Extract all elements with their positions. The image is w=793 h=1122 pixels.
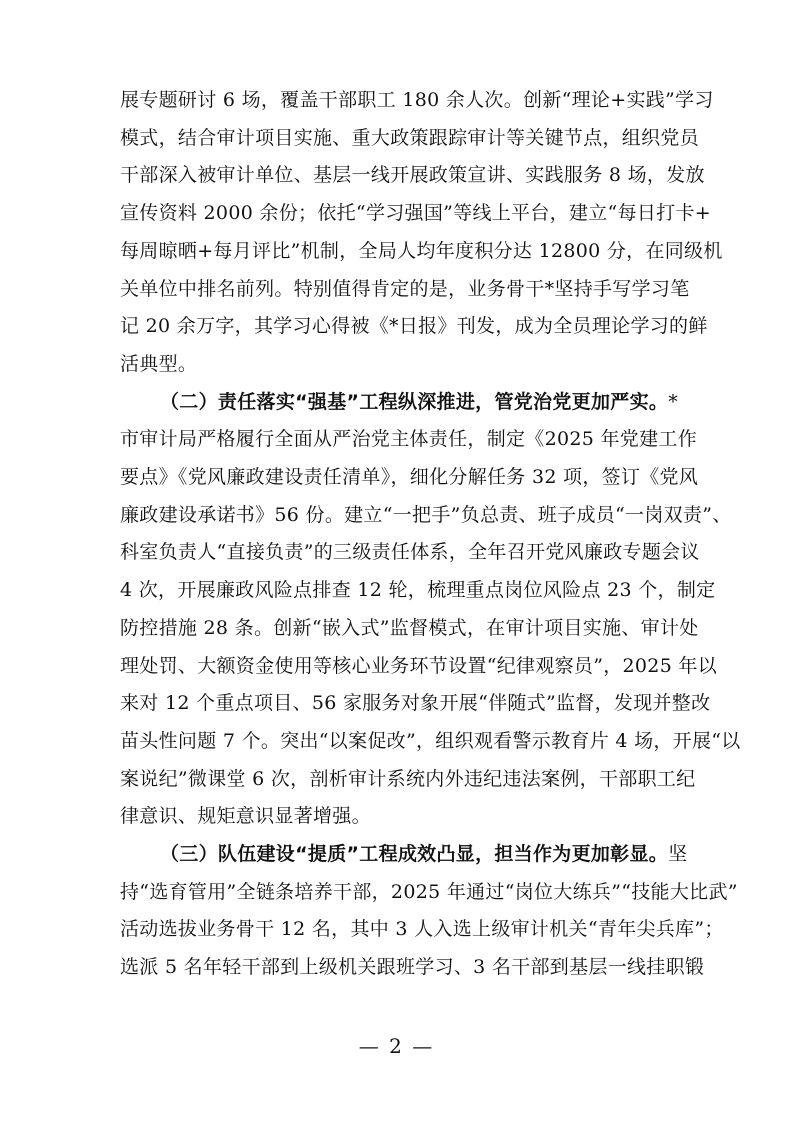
text-line: 防控措施 28 条。创新“嵌入式”监督模式，在审计项目实施、审计处 — [120, 616, 699, 639]
section-heading-line — [120, 384, 678, 422]
section-heading: （三）队伍建设“提质”工程成效凸显，担当作为更加彰显。 — [160, 843, 669, 866]
section-heading-line — [120, 836, 688, 874]
text-line: 模式，结合审计项目实施、重大政策跟踪审计等关键节点，组织党员 — [120, 126, 700, 149]
text-line: 理处罚、大额资金使用等核心业务环节设置“纪律观察员”，2025 年以 — [120, 654, 718, 677]
section-heading: （二）责任落实“强基”工程纵深推进，管党治党更加严实。 — [160, 390, 669, 413]
text-line: 廉政建设承诺书》56 份。建立“一把手”负总责、班子成员“一岗双责”、 — [120, 503, 732, 526]
text-line: 律意识、规矩意识显著增强。 — [120, 805, 371, 828]
text-line: 持“选育管用”全链条培养干部，2025 年通过“岗位大练兵”“技能大比武” — [120, 880, 738, 903]
document-body — [120, 82, 741, 987]
text-line: 来对 12 个重点项目、56 家服务对象开展“伴随式”监督，发现并整改 — [120, 692, 711, 715]
text-line: 科室负责人“直接负责”的三级责任体系，全年召开党风廉政专题会议 — [120, 541, 700, 564]
text-line: 每周晾晒+每月评比”机制，全局人均年度积分达 12800 分，在同级机 — [120, 239, 723, 262]
text-line: 案说纪”微课堂 6 次，剖析审计系统内外违纪违法案例，干部职工纪 — [120, 767, 696, 790]
text-line: 活动选拔业务骨干 12 名，其中 3 人入选上级审计机关“青年尖兵库”； — [120, 918, 724, 941]
heading-line-tail: 坚 — [668, 843, 688, 866]
text-line: 展专题研讨 6 场，覆盖干部职工 180 余人次。创新“理论+实践”学习 — [120, 89, 714, 111]
paragraph-team-building — [120, 836, 738, 987]
text-line: 干部深入被审计单位、基层一线开展政策宣讲、实践服务 8 场，发放 — [120, 164, 705, 187]
paragraph-study-activities — [120, 82, 723, 384]
text-line: 要点》《党风廉政建设责任清单》，细化分解任务 32 项，签订《党风 — [120, 466, 699, 489]
text-line: 市审计局严格履行全面从严治党主体责任，制定《2025 年党建工作 — [120, 428, 697, 451]
text-line: 记 20 余万字，其学习心得被《*日报》刊发，成为全员理论学习的鲜 — [120, 315, 708, 338]
text-line: 苗头性问题 7 个。突出“以案促改”，组织观看警示教育片 4 场，开展“以 — [120, 729, 741, 752]
text-line: 关单位中排名前列。特别值得肯定的是，业务骨干*坚持手写学习笔 — [120, 277, 690, 300]
text-line: 宣传资料 2000 余份；依托“学习强国”等线上平台，建立“每日打卡+ — [120, 202, 711, 225]
text-line: 活典型。 — [120, 352, 198, 375]
text-line: 选派 5 名年轻干部到上级机关跟班学习、3 名干部到基层一线挂职锻 — [120, 956, 705, 979]
text-line: 4 次，开展廉政风险点排查 12 轮，梳理重点岗位风险点 23 个，制定 — [120, 579, 716, 602]
heading-line-tail: * — [668, 390, 678, 413]
paragraph-responsibility — [120, 384, 741, 836]
page-number: — 2 — — [358, 1034, 435, 1058]
